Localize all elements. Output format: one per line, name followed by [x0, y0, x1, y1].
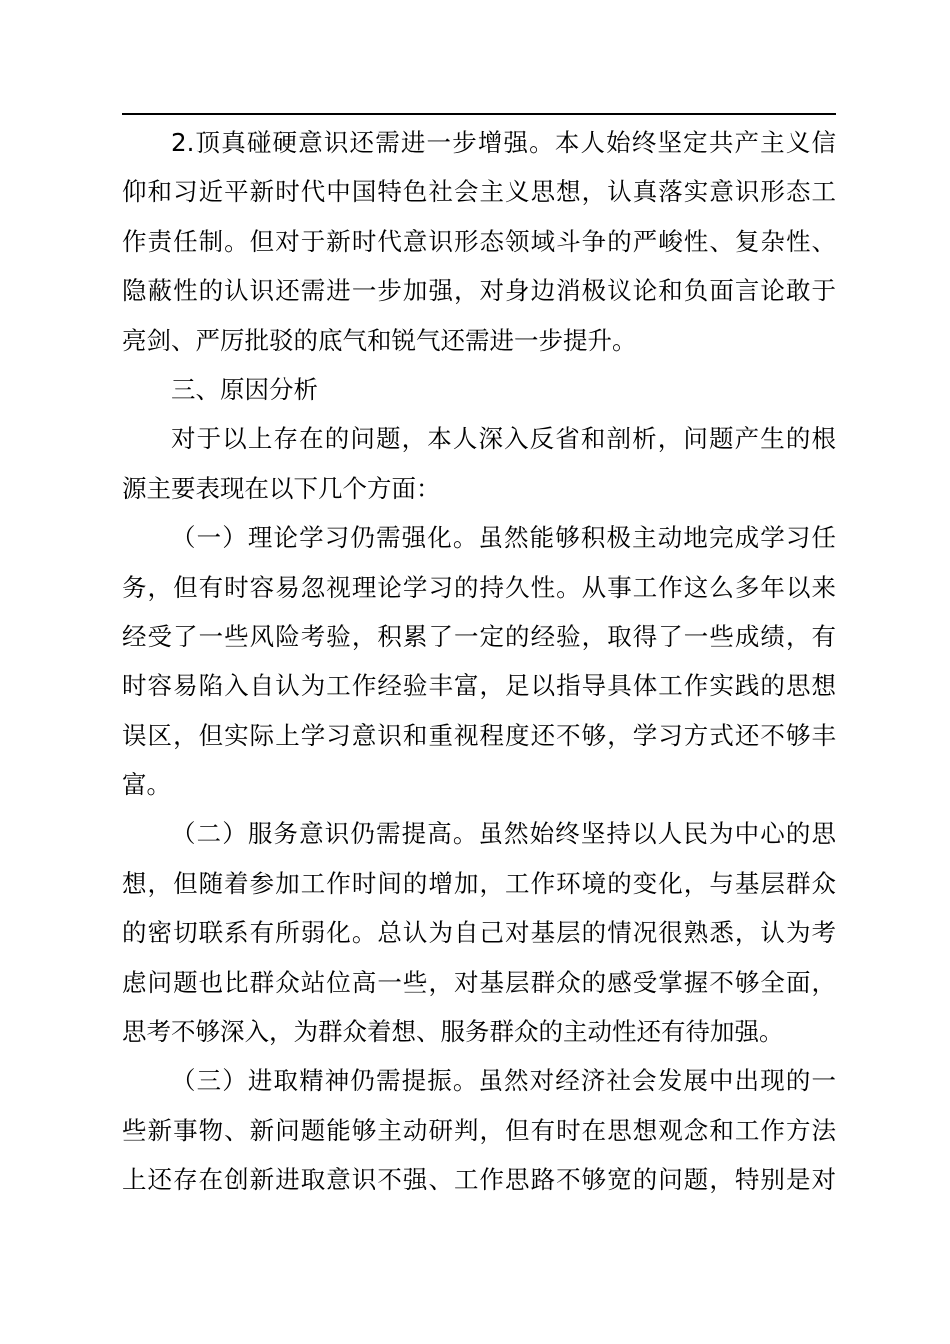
text-line: 仰和习近平新时代中国特色社会主义思想，认真落实意识形态工 [122, 177, 836, 207]
text-line: （三）进取精神仍需提振。虽然对经济社会发展中出现的一 [171, 1066, 836, 1096]
text-line: 亮剑、严厉批驳的底气和锐气还需进一步提升。 [122, 325, 637, 355]
text-line: 些新事物、新问题能够主动研判，但有时在思想观念和工作方法 [122, 1115, 836, 1145]
text-line: 的密切联系有所弱化。总认为自己对基层的情况很熟悉，认为考 [122, 918, 836, 948]
text-line: 经受了一些风险考验，积累了一定的经验，取得了一些成绩，有 [122, 621, 836, 651]
text-line: 务，但有时容易忽视理论学习的持久性。从事工作这么多年以来 [122, 572, 836, 602]
text-line: 2.顶真碰硬意识还需进一步增强。本人始终坚定共产主义信 [171, 128, 836, 157]
text-line: 思考不够深入，为群众着想、服务群众的主动性还有待加强。 [122, 1017, 784, 1047]
text-line: 想，但随着参加工作时间的增加，工作环境的变化，与基层群众 [122, 868, 836, 898]
document-body [122, 118, 836, 1205]
text-line: 对于以上存在的问题，本人深入反省和剖析，问题产生的根 [171, 424, 836, 454]
text-line: 富。 [122, 770, 171, 800]
text-line: （一）理论学习仍需强化。虽然能够积极主动地完成学习任 [171, 523, 836, 553]
text-line: 虑问题也比群众站位高一些，对基层群众的感受掌握不够全面， [122, 967, 836, 997]
header-rule [122, 113, 836, 115]
text-line: （二）服务意识仍需提高。虽然始终坚持以人民为中心的思 [171, 819, 836, 849]
section-heading: 三、原因分析 [171, 374, 318, 404]
text-line: 误区，但实际上学习意识和重视程度还不够，学习方式还不够丰 [122, 720, 836, 750]
text-line: 隐蔽性的认识还需进一步加强，对身边消极议论和负面言论敢于 [122, 276, 836, 306]
text-line: 时容易陷入自认为工作经验丰富，足以指导具体工作实践的思想 [122, 671, 836, 701]
text-line: 上还存在创新进取意识不强、工作思路不够宽的问题，特别是对 [122, 1165, 836, 1195]
text-line: 作责任制。但对于新时代意识形态领域斗争的严峻性、复杂性、 [122, 226, 836, 256]
text-line: 源主要表现在以下几个方面： [122, 473, 441, 503]
